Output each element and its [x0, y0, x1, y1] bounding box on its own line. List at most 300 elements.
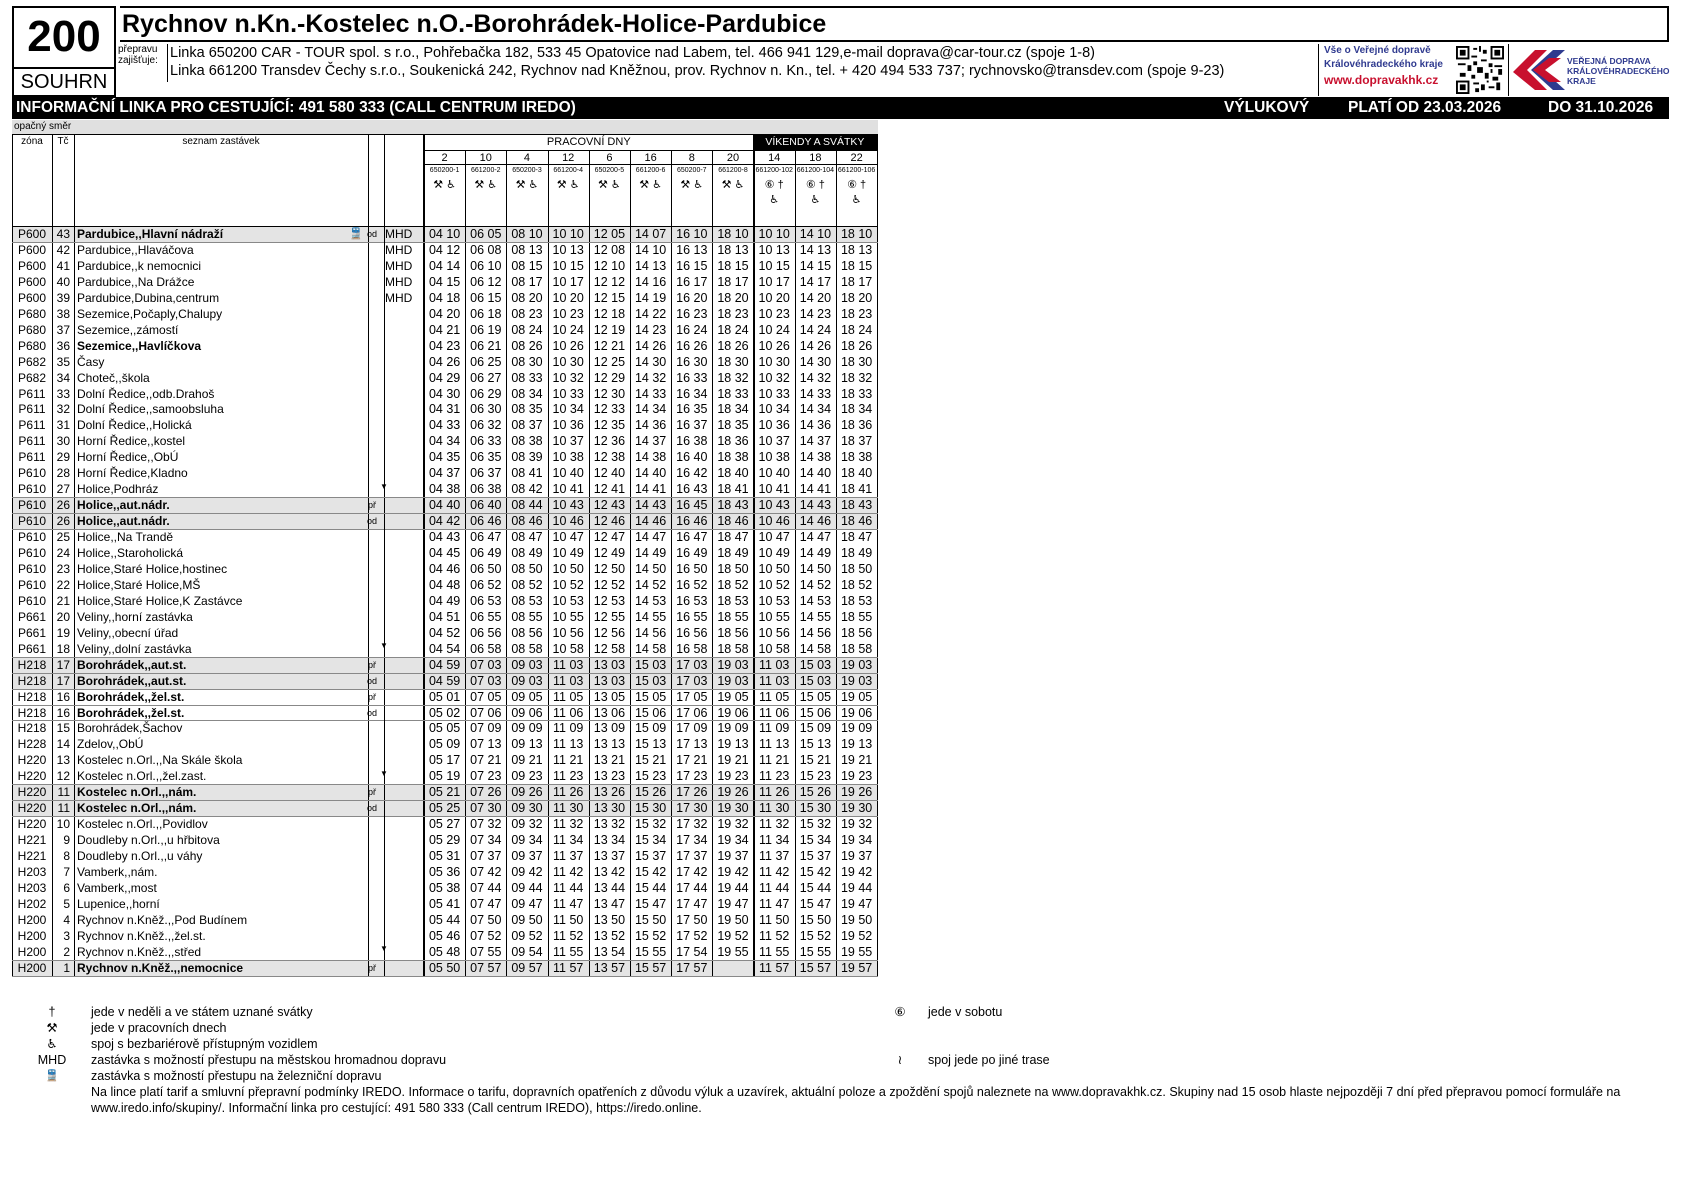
header — [12, 6, 1669, 97]
stop-tc: 26 — [56, 498, 70, 513]
stop-zone: P661 — [17, 625, 47, 640]
departure-time: 18 55 — [717, 609, 749, 624]
departure-time: 18 17 — [840, 274, 873, 289]
departure-time: 05 05 — [428, 721, 461, 736]
departure-time: 08 15 — [511, 258, 543, 273]
stop-zone: H200 — [17, 960, 47, 975]
down-arrow-icon: ▼ — [380, 768, 388, 778]
departure-time: 09 52 — [511, 928, 543, 943]
departure-time: 12 21 — [593, 338, 626, 353]
departure-time: 09 47 — [511, 896, 543, 911]
arrival-departure-mark: př — [367, 691, 376, 702]
stop-zone: H203 — [17, 880, 47, 895]
departure-time: 15 26 — [799, 785, 832, 800]
trip-symbols-2: ♿ — [810, 194, 821, 206]
stop-zone: H221 — [17, 833, 47, 848]
trip-symbols: ⑥ † — [764, 179, 784, 191]
departure-time: 19 37 — [717, 849, 749, 864]
departure-time: 06 29 — [470, 386, 502, 401]
departure-time: 16 46 — [676, 514, 708, 529]
regional-transport-logo — [1508, 44, 1670, 96]
departure-time: 12 19 — [593, 322, 626, 337]
trip-code: 650200-1 — [429, 167, 460, 174]
departure-time: 16 30 — [676, 354, 708, 369]
departure-time: 09 50 — [511, 912, 543, 927]
departure-time: 17 44 — [676, 880, 708, 895]
departure-time: 08 24 — [511, 322, 543, 337]
departure-time: 12 47 — [593, 530, 626, 545]
departure-time: 14 43 — [799, 498, 832, 513]
stop-name: Dolní Ředice,,odb.Drahoš — [77, 386, 215, 401]
timetable — [12, 134, 878, 976]
departure-time: 18 40 — [840, 466, 873, 481]
departure-time: 18 47 — [840, 530, 873, 545]
departure-time: 16 38 — [676, 434, 708, 449]
departure-time: 19 34 — [717, 833, 749, 848]
trip-number: 14 — [768, 152, 781, 164]
departure-time: 10 56 — [758, 625, 790, 640]
departure-time: 06 12 — [470, 274, 502, 289]
trip-number: 10 — [479, 152, 492, 164]
departure-time: 07 57 — [470, 960, 502, 975]
departure-time: 15 03 — [634, 657, 667, 672]
departure-time: 19 05 — [717, 689, 749, 704]
departure-time: 10 32 — [758, 370, 790, 385]
departure-time: 12 05 — [593, 227, 626, 241]
departure-time: 15 23 — [634, 769, 667, 784]
departure-time: 19 44 — [717, 880, 749, 895]
stop-tc: 19 — [56, 625, 70, 640]
departure-time: 13 54 — [593, 944, 626, 959]
departure-time: 11 34 — [553, 833, 584, 848]
departure-time: 15 26 — [634, 785, 667, 800]
departure-time: 08 13 — [511, 242, 543, 257]
departure-time: 11 55 — [553, 944, 584, 959]
stop-name: Doudleby n.Orl.,,u váhy — [77, 849, 203, 864]
grid-line — [877, 134, 878, 976]
stop-tc: 31 — [56, 418, 70, 433]
down-arrow-icon: ▼ — [380, 641, 388, 651]
stop-tc: 6 — [63, 880, 70, 895]
stop-zone: H220 — [17, 785, 47, 800]
departure-time: 15 50 — [634, 912, 667, 927]
info-bar — [12, 97, 1669, 119]
departure-time: 16 33 — [676, 370, 708, 385]
arrival-departure-mark: od — [366, 675, 377, 686]
departure-time: 15 23 — [799, 769, 832, 784]
departure-time: 14 32 — [799, 370, 832, 385]
departure-time: 11 06 — [759, 705, 790, 720]
departure-time: 14 34 — [634, 402, 667, 417]
trip-symbols: ⚒ ♿ — [515, 179, 539, 191]
mhd-transfer-label: MHD — [385, 242, 413, 257]
departure-time: 08 17 — [511, 274, 543, 289]
stop-name: Pardubice,,k nemocnici — [77, 258, 202, 273]
departure-time: 17 21 — [676, 753, 708, 768]
departure-time: 15 52 — [799, 928, 832, 943]
departure-time: 16 53 — [676, 593, 708, 608]
departure-time: 06 50 — [470, 561, 502, 576]
departure-time: 10 24 — [552, 322, 584, 337]
departure-time: 06 55 — [470, 609, 502, 624]
col-header-stops: seznam zastávek — [182, 136, 260, 147]
departure-time: 17 06 — [676, 705, 708, 720]
departure-time: 08 46 — [511, 514, 543, 529]
departure-time: 05 36 — [428, 865, 461, 879]
departure-time: 17 23 — [676, 769, 708, 784]
departure-time: 05 02 — [428, 705, 461, 720]
departure-time: 06 21 — [470, 338, 502, 353]
departure-time: 18 43 — [840, 498, 873, 513]
stop-tc: 14 — [56, 737, 70, 752]
departure-time: 05 25 — [428, 801, 461, 816]
departure-time: 10 36 — [758, 418, 790, 433]
stop-tc: 37 — [56, 322, 70, 337]
departure-time: 15 44 — [799, 880, 832, 895]
departure-time: 18 33 — [717, 386, 749, 401]
stop-name: Choteč,,škola — [77, 370, 150, 385]
departure-time: 04 43 — [428, 530, 461, 545]
stop-name: Borohrádek,,žel.st. — [77, 705, 185, 720]
departure-time: 08 52 — [511, 577, 543, 592]
promo-url-link[interactable]: www.dopravakhk.cz — [1324, 73, 1439, 87]
departure-time: 17 52 — [676, 928, 708, 943]
departure-time: 16 40 — [676, 450, 708, 465]
departure-time: 15 03 — [634, 673, 667, 688]
operator-2: Linka 661200 Transdev Čechy s.r.o., Soukenická 242, Rychnov nad Kněžnou, prov. Rychnov n. Kn., tel. + 420 494 533 737; rychnovsko@transdev.com (spoje 9-23) — [170, 63, 1225, 79]
departure-time: 18 20 — [840, 290, 873, 305]
departure-time: 18 15 — [717, 258, 749, 273]
departure-time: 10 40 — [758, 466, 790, 481]
operator-divider — [167, 44, 168, 82]
stop-tc: 32 — [56, 402, 70, 417]
stop-name: Holice,,Staroholická — [77, 546, 184, 560]
trip-number: 4 — [523, 152, 531, 164]
trip-symbols-2: ♿ — [769, 194, 780, 206]
legend-mhd-text: zastávka s možností přestupu na městskou hromadnou dopravu — [91, 1053, 447, 1067]
departure-time: 17 32 — [676, 817, 708, 832]
stop-tc: 29 — [56, 450, 70, 465]
down-arrow-icon: ▼ — [380, 481, 388, 491]
stop-name: Holice,,Na Trandě — [77, 530, 174, 545]
departure-time: 19 09 — [840, 721, 873, 736]
departure-time: 18 23 — [717, 306, 749, 321]
departure-time: 16 47 — [676, 530, 708, 545]
departure-time: 19 30 — [717, 801, 749, 816]
departure-time: 18 53 — [717, 593, 749, 608]
departure-time: 19 47 — [840, 896, 873, 911]
departure-time: 18 52 — [840, 577, 873, 592]
departure-time: 04 33 — [428, 418, 461, 433]
departure-time: 14 34 — [799, 402, 832, 417]
departure-time: 12 10 — [593, 258, 626, 273]
promo-line-1: Vše o Veřejné dopravě — [1324, 45, 1431, 56]
departure-time: 14 22 — [634, 306, 667, 321]
stop-zone: P600 — [17, 258, 47, 273]
departure-time: 17 47 — [676, 896, 708, 911]
departure-time: 11 13 — [759, 737, 790, 752]
line-box — [12, 6, 116, 97]
departure-time: 18 56 — [840, 625, 873, 640]
departure-time: 18 47 — [717, 530, 749, 545]
departure-time: 11 21 — [759, 753, 790, 768]
stop-name: Rychnov n.Kněž.,,nemocnice — [77, 960, 244, 975]
stop-zone: P661 — [17, 609, 47, 624]
departure-time: 19 26 — [717, 785, 749, 800]
operator-1: Linka 650200 CAR - TOUR spol. s r.o., Pohřebačka 182, 533 45 Opatovice nad Labem, tel. 466 941 129,e-mail doprava@car-tour.cz (spoje 1-8) — [170, 45, 1095, 61]
departure-time: 08 44 — [511, 498, 543, 513]
stop-name: Vamberk,,nám. — [77, 865, 158, 879]
stop-name: Holice,Staré Holice,MŠ — [77, 577, 201, 592]
departure-time: 09 06 — [511, 705, 543, 720]
departure-time: 11 03 — [553, 673, 584, 688]
departure-time: 10 20 — [758, 290, 790, 305]
trip-code: 661200-104 — [796, 167, 835, 174]
legend — [12, 1004, 1669, 1134]
departure-time: 17 54 — [676, 944, 708, 959]
departure-time: 12 50 — [593, 561, 626, 576]
stop-tc: 41 — [56, 258, 70, 273]
departure-time: 13 09 — [593, 721, 626, 736]
trip-code: 661200-106 — [837, 167, 876, 174]
different-route-icon: ≀ — [897, 1053, 903, 1067]
departure-time: 18 32 — [717, 370, 749, 385]
departure-time: 10 53 — [552, 593, 584, 608]
departure-time: 10 55 — [552, 609, 584, 624]
departure-time: 08 33 — [511, 370, 543, 385]
departure-time: 04 46 — [428, 561, 461, 576]
stop-tc: 36 — [56, 338, 70, 353]
departure-time: 10 47 — [552, 530, 584, 545]
stop-name: Borohrádek,,aut.st. — [77, 657, 187, 672]
departure-time: 18 30 — [840, 354, 873, 369]
trip-number: 16 — [644, 152, 657, 164]
departure-time: 14 49 — [634, 546, 667, 560]
departure-time: 11 52 — [759, 928, 790, 943]
departure-time: 19 50 — [717, 912, 749, 927]
departure-time: 19 23 — [840, 769, 873, 784]
departure-time: 10 24 — [758, 322, 790, 337]
departure-time: 15 30 — [634, 801, 667, 816]
logo-text-3: KRAJE — [1567, 76, 1596, 86]
departure-time: 14 56 — [634, 625, 667, 640]
departure-time: 14 47 — [634, 530, 667, 545]
departure-time: 19 21 — [840, 753, 873, 768]
departure-time: 08 49 — [511, 546, 543, 560]
departure-time: 14 30 — [799, 354, 832, 369]
departure-time: 14 41 — [799, 482, 832, 497]
departure-time: 05 46 — [428, 928, 461, 943]
departure-time: 11 23 — [759, 769, 790, 784]
promo-line-2: Královéhradeckého kraje — [1324, 59, 1443, 70]
departure-time: 15 42 — [634, 865, 667, 879]
departure-time: 14 23 — [634, 322, 667, 337]
departure-time: 15 03 — [799, 673, 832, 688]
departure-time: 14 38 — [799, 450, 832, 465]
departure-time: 16 56 — [676, 625, 708, 640]
departure-time: 06 15 — [470, 290, 502, 305]
grid-line — [424, 164, 877, 165]
departure-time: 04 45 — [428, 546, 461, 560]
promo-box[interactable] — [1318, 44, 1453, 96]
stop-name: Veliny,,horní zastávka — [77, 609, 193, 624]
direction-label: opačný směr — [12, 120, 878, 134]
row-line — [12, 976, 878, 977]
departure-time: 12 56 — [593, 625, 626, 640]
legend-wheelchair-text: spoj s bezbariérově přístupným vozidlem — [91, 1037, 318, 1051]
stop-tc: 40 — [56, 274, 70, 289]
stop-name: Kostelec n.Orl.,,nám. — [77, 785, 197, 800]
departure-time: 10 46 — [758, 514, 790, 529]
stop-tc: 34 — [56, 370, 70, 385]
trip-code: 650200-7 — [676, 167, 707, 174]
trip-code: 650200-5 — [594, 167, 625, 174]
departure-time: 17 34 — [676, 833, 708, 848]
legend-cross-text: jede v neděli a ve státem uznané svátky — [91, 1005, 313, 1019]
departure-time: 10 37 — [552, 434, 584, 449]
departure-time: 19 13 — [840, 737, 873, 752]
departure-time: 08 20 — [511, 290, 543, 305]
stop-zone: P611 — [18, 402, 46, 417]
departure-time: 10 30 — [552, 354, 584, 369]
departure-time: 12 40 — [593, 466, 626, 481]
departure-time: 19 57 — [840, 960, 873, 975]
departure-time: 10 34 — [758, 402, 790, 417]
departure-time: 19 03 — [840, 673, 873, 688]
stop-name: Pardubice,,Hlavní nádraží — [77, 227, 224, 241]
departure-time: 10 58 — [552, 641, 584, 656]
stop-zone: P680 — [17, 322, 47, 337]
departure-time: 16 34 — [676, 386, 708, 401]
departure-time: 12 49 — [593, 546, 626, 560]
arrival-departure-mark: od — [366, 229, 377, 239]
stop-zone: P680 — [17, 338, 47, 353]
stop-tc: 11 — [57, 801, 70, 816]
trip-code: 661200-6 — [635, 167, 666, 174]
departure-time: 12 30 — [593, 386, 626, 401]
stop-name: Holice,Staré Holice,hostinec — [77, 561, 228, 576]
departure-time: 17 09 — [676, 721, 708, 736]
departure-time: 08 53 — [511, 593, 543, 608]
departure-time: 11 26 — [553, 785, 584, 800]
departure-time: 19 34 — [840, 833, 873, 848]
departure-time: 18 38 — [717, 450, 749, 465]
departure-time: 19 50 — [840, 912, 873, 927]
departure-time: 14 52 — [634, 577, 667, 592]
stop-name: Vamberk,,most — [77, 880, 157, 895]
departure-time: 11 03 — [553, 657, 584, 672]
departure-time: 13 57 — [593, 960, 626, 975]
departure-time: 14 17 — [799, 274, 832, 289]
stop-zone: H218 — [17, 673, 47, 688]
departure-time: 10 34 — [552, 402, 584, 417]
departure-time: 17 30 — [676, 801, 708, 816]
departure-time: 10 49 — [552, 546, 584, 560]
departure-time: 18 24 — [717, 322, 749, 337]
stop-tc: 33 — [56, 386, 70, 401]
departure-time: 13 52 — [593, 928, 626, 943]
departure-time: 18 53 — [840, 593, 873, 608]
stop-name: Borohrádek,Šachov — [77, 721, 183, 736]
departure-time: 13 26 — [593, 785, 626, 800]
departure-time: 05 50 — [428, 960, 461, 975]
departure-time: 06 49 — [470, 546, 502, 560]
departure-time: 05 31 — [428, 849, 461, 864]
departure-time: 13 13 — [593, 737, 626, 752]
departure-time: 06 35 — [470, 450, 502, 465]
departure-time: 05 01 — [428, 689, 461, 704]
stop-tc: 30 — [56, 434, 70, 449]
stop-zone: H221 — [17, 849, 47, 864]
departure-time: 07 13 — [470, 737, 502, 752]
departure-time: 17 57 — [676, 960, 708, 975]
departure-time: 12 58 — [593, 641, 626, 656]
departure-time: 16 50 — [676, 561, 708, 576]
departure-time: 15 37 — [799, 849, 832, 864]
departure-time: 17 03 — [676, 657, 708, 672]
stop-name: Veliny,,obecní úřad — [77, 625, 179, 640]
trip-code: 661200-2 — [470, 167, 501, 174]
departure-time: 04 30 — [428, 386, 461, 401]
departure-time: 12 38 — [593, 450, 626, 465]
departure-time: 11 09 — [553, 721, 584, 736]
stop-name: Kostelec n.Orl.,,Na Skále škola — [77, 753, 243, 768]
departure-time: 14 47 — [799, 530, 832, 545]
qr-code-icon — [1456, 46, 1504, 94]
stop-zone: H200 — [17, 912, 47, 927]
departure-time: 18 30 — [717, 354, 749, 369]
departure-time: 18 10 — [840, 227, 873, 241]
stop-tc: 17 — [56, 657, 70, 672]
arrival-departure-mark: př — [367, 787, 376, 798]
stop-name: Pardubice,,Na Drážce — [77, 274, 195, 289]
departure-time: 19 26 — [840, 785, 873, 800]
departure-time: 09 09 — [511, 721, 543, 736]
departure-time: 07 09 — [470, 721, 502, 736]
departure-time: 04 29 — [428, 370, 461, 385]
departure-time: 14 36 — [634, 418, 667, 433]
departure-time: 12 52 — [593, 577, 626, 592]
departure-time: 13 23 — [593, 769, 626, 784]
departure-time: 10 20 — [552, 290, 584, 305]
departure-time: 16 24 — [676, 322, 708, 337]
departure-time: 15 57 — [634, 960, 667, 975]
departure-time: 06 52 — [470, 577, 502, 592]
departure-time: 10 43 — [758, 498, 790, 513]
departure-time: 06 19 — [470, 322, 502, 337]
stop-zone: H220 — [17, 801, 47, 816]
stop-zone: H218 — [17, 657, 47, 672]
cross-icon: † — [48, 1005, 56, 1019]
departure-time: 10 53 — [758, 593, 790, 608]
stop-zone: P610 — [17, 466, 47, 481]
departure-time: 04 38 — [428, 482, 461, 497]
stop-name: Pardubice,,Hlaváčova — [77, 242, 194, 257]
stop-zone: H218 — [17, 721, 47, 736]
departure-time: 12 53 — [593, 593, 626, 608]
departure-time: 05 27 — [428, 817, 461, 832]
departure-time: 15 32 — [799, 817, 832, 832]
departure-time: 06 10 — [470, 258, 502, 273]
departure-time: 04 35 — [428, 450, 461, 465]
departure-time: 14 36 — [799, 418, 832, 433]
departure-time: 10 58 — [758, 641, 790, 656]
departure-time: 11 44 — [759, 880, 790, 895]
departure-time: 08 35 — [511, 402, 543, 417]
departure-time: 15 05 — [799, 689, 832, 704]
stop-zone: P610 — [17, 577, 47, 592]
stop-tc: 7 — [63, 865, 70, 879]
